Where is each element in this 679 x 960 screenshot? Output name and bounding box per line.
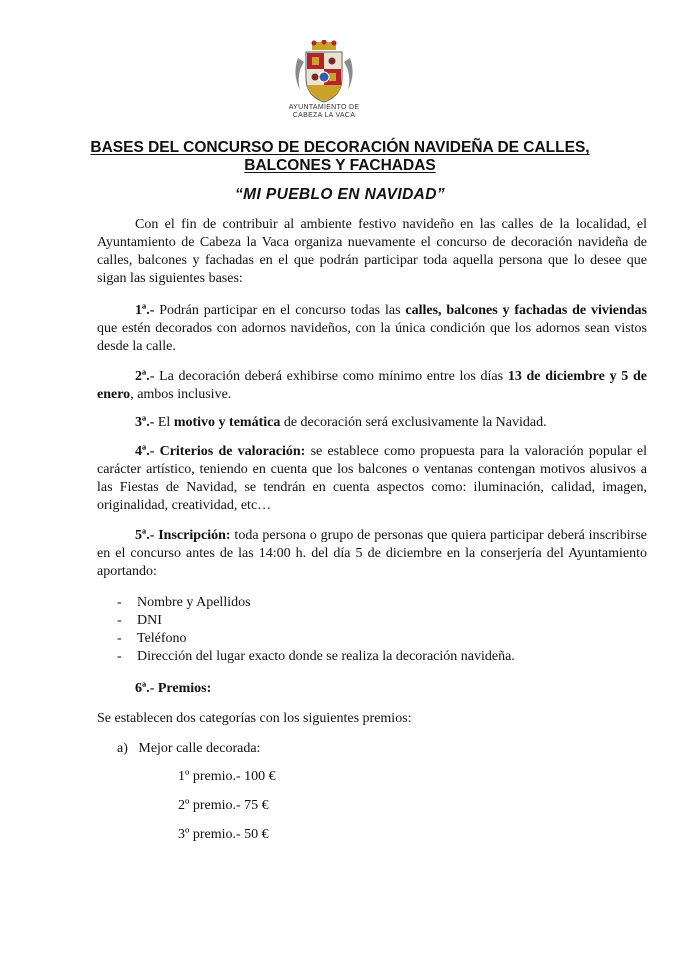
crest-caption (240, 104, 408, 120)
base-3-number: 3ª.- (135, 415, 155, 430)
base-2-text-a: La decoración deberá exhibirse como mínimo entre los días (154, 369, 508, 384)
list-item: - Dirección del lugar exacto donde se realiza la decoración navideña. (117, 649, 515, 664)
base-1-number: 1ª.- (135, 303, 155, 318)
base-1-text-a: Podrán participar en el concurso todas las (154, 303, 406, 318)
base-4-text: se establece como propuesta para la valoración popular el carácter artístico, teniendo en cuenta que los balcones o ventanas contengan motivos alusivos a las Fiestas de Navidad, se tendrán en cuenta aspectos como: iluminación, calidad, imagen, originalidad, creatividad, etc… (97, 444, 648, 513)
list-item: - Nombre y Apellidos (117, 595, 251, 610)
list-item-text: Dirección del lugar exacto donde se realiza la decoración navideña. (137, 649, 515, 664)
prize-first: 1º premio.- 100 € (178, 769, 276, 784)
crest-caption-line2: CABEZA LA VACA (292, 112, 356, 119)
list-item-text: Teléfono (137, 631, 187, 646)
intro-text: Con el fin de contribuir al ambiente festivo navideño en las calles de la localidad, el Ayuntamiento de Cabeza la Vaca organiza nuevamente el concurso de decoración navideña de calles, balcones y fachadas en el que podrán participar toda aquella persona que lo desee que sigan las siguientes bases: (97, 217, 647, 286)
intro-paragraph (97, 216, 647, 288)
prize-second: 2º premio.- 75 € (178, 798, 269, 813)
base-3 (97, 414, 647, 432)
base-5 (97, 527, 647, 581)
prizes-intro: Se establecen dos categorías con los siguientes premios: (97, 711, 412, 726)
base-5-bold: Inscripción: (154, 528, 231, 543)
coat-of-arms-logo (292, 40, 356, 106)
document-subtitle: “MI PUEBLO EN NAVIDAD” (234, 186, 446, 203)
list-item: - DNI (117, 613, 162, 628)
document-title-line1: BASES DEL CONCURSO DE DECORACIÓN NAVIDEÑA DE CALLES, (90, 139, 590, 156)
base-5-number: 5ª.- (135, 528, 155, 543)
crest-caption-line1: AYUNTAMIENTO DE (288, 104, 360, 111)
base-4 (97, 443, 647, 515)
base-3-text-b: de decoración será exclusivamente la Navidad. (280, 415, 547, 430)
base-3-bold: motivo y temática (173, 415, 281, 430)
list-item: - Teléfono (117, 631, 187, 646)
base-2-number: 2ª.- (135, 369, 155, 384)
list-item-text: Nombre y Apellidos (137, 595, 251, 610)
base-4-number: 4ª.- (135, 444, 155, 459)
prizes-heading: 6ª.- Premios: (135, 681, 212, 696)
base-2-text-b: , ambos inclusive. (130, 387, 232, 402)
base-1-bold: calles, balcones y fachadas de viviendas (405, 303, 647, 318)
prize-third: 3º premio.- 50 € (178, 827, 269, 842)
base-1 (97, 302, 647, 356)
requirements-list (117, 594, 515, 666)
base-2 (97, 368, 647, 404)
base-1-text-b: que estén decorados con adornos navideños, con la única condición que los adornos sean vistos desde la calle. (97, 321, 647, 354)
base-3-text-a: El (154, 415, 174, 430)
base-2-bold: 13 de diciembre y 5 de enero (97, 369, 647, 402)
list-item-text: DNI (137, 613, 162, 628)
base-4-bold: Criterios de valoración: (154, 444, 306, 459)
prize-category-a: a) Mejor calle decorada: (117, 741, 261, 756)
base-5-text: toda persona o grupo de personas que quiera participar deberá inscribirse en el concurso antes de las 14:00 h. del día 5 de diciembre en la conserjería del Ayuntamiento aportando: (97, 528, 647, 579)
document-title-line2: BALCONES Y FACHADAS (244, 157, 436, 174)
